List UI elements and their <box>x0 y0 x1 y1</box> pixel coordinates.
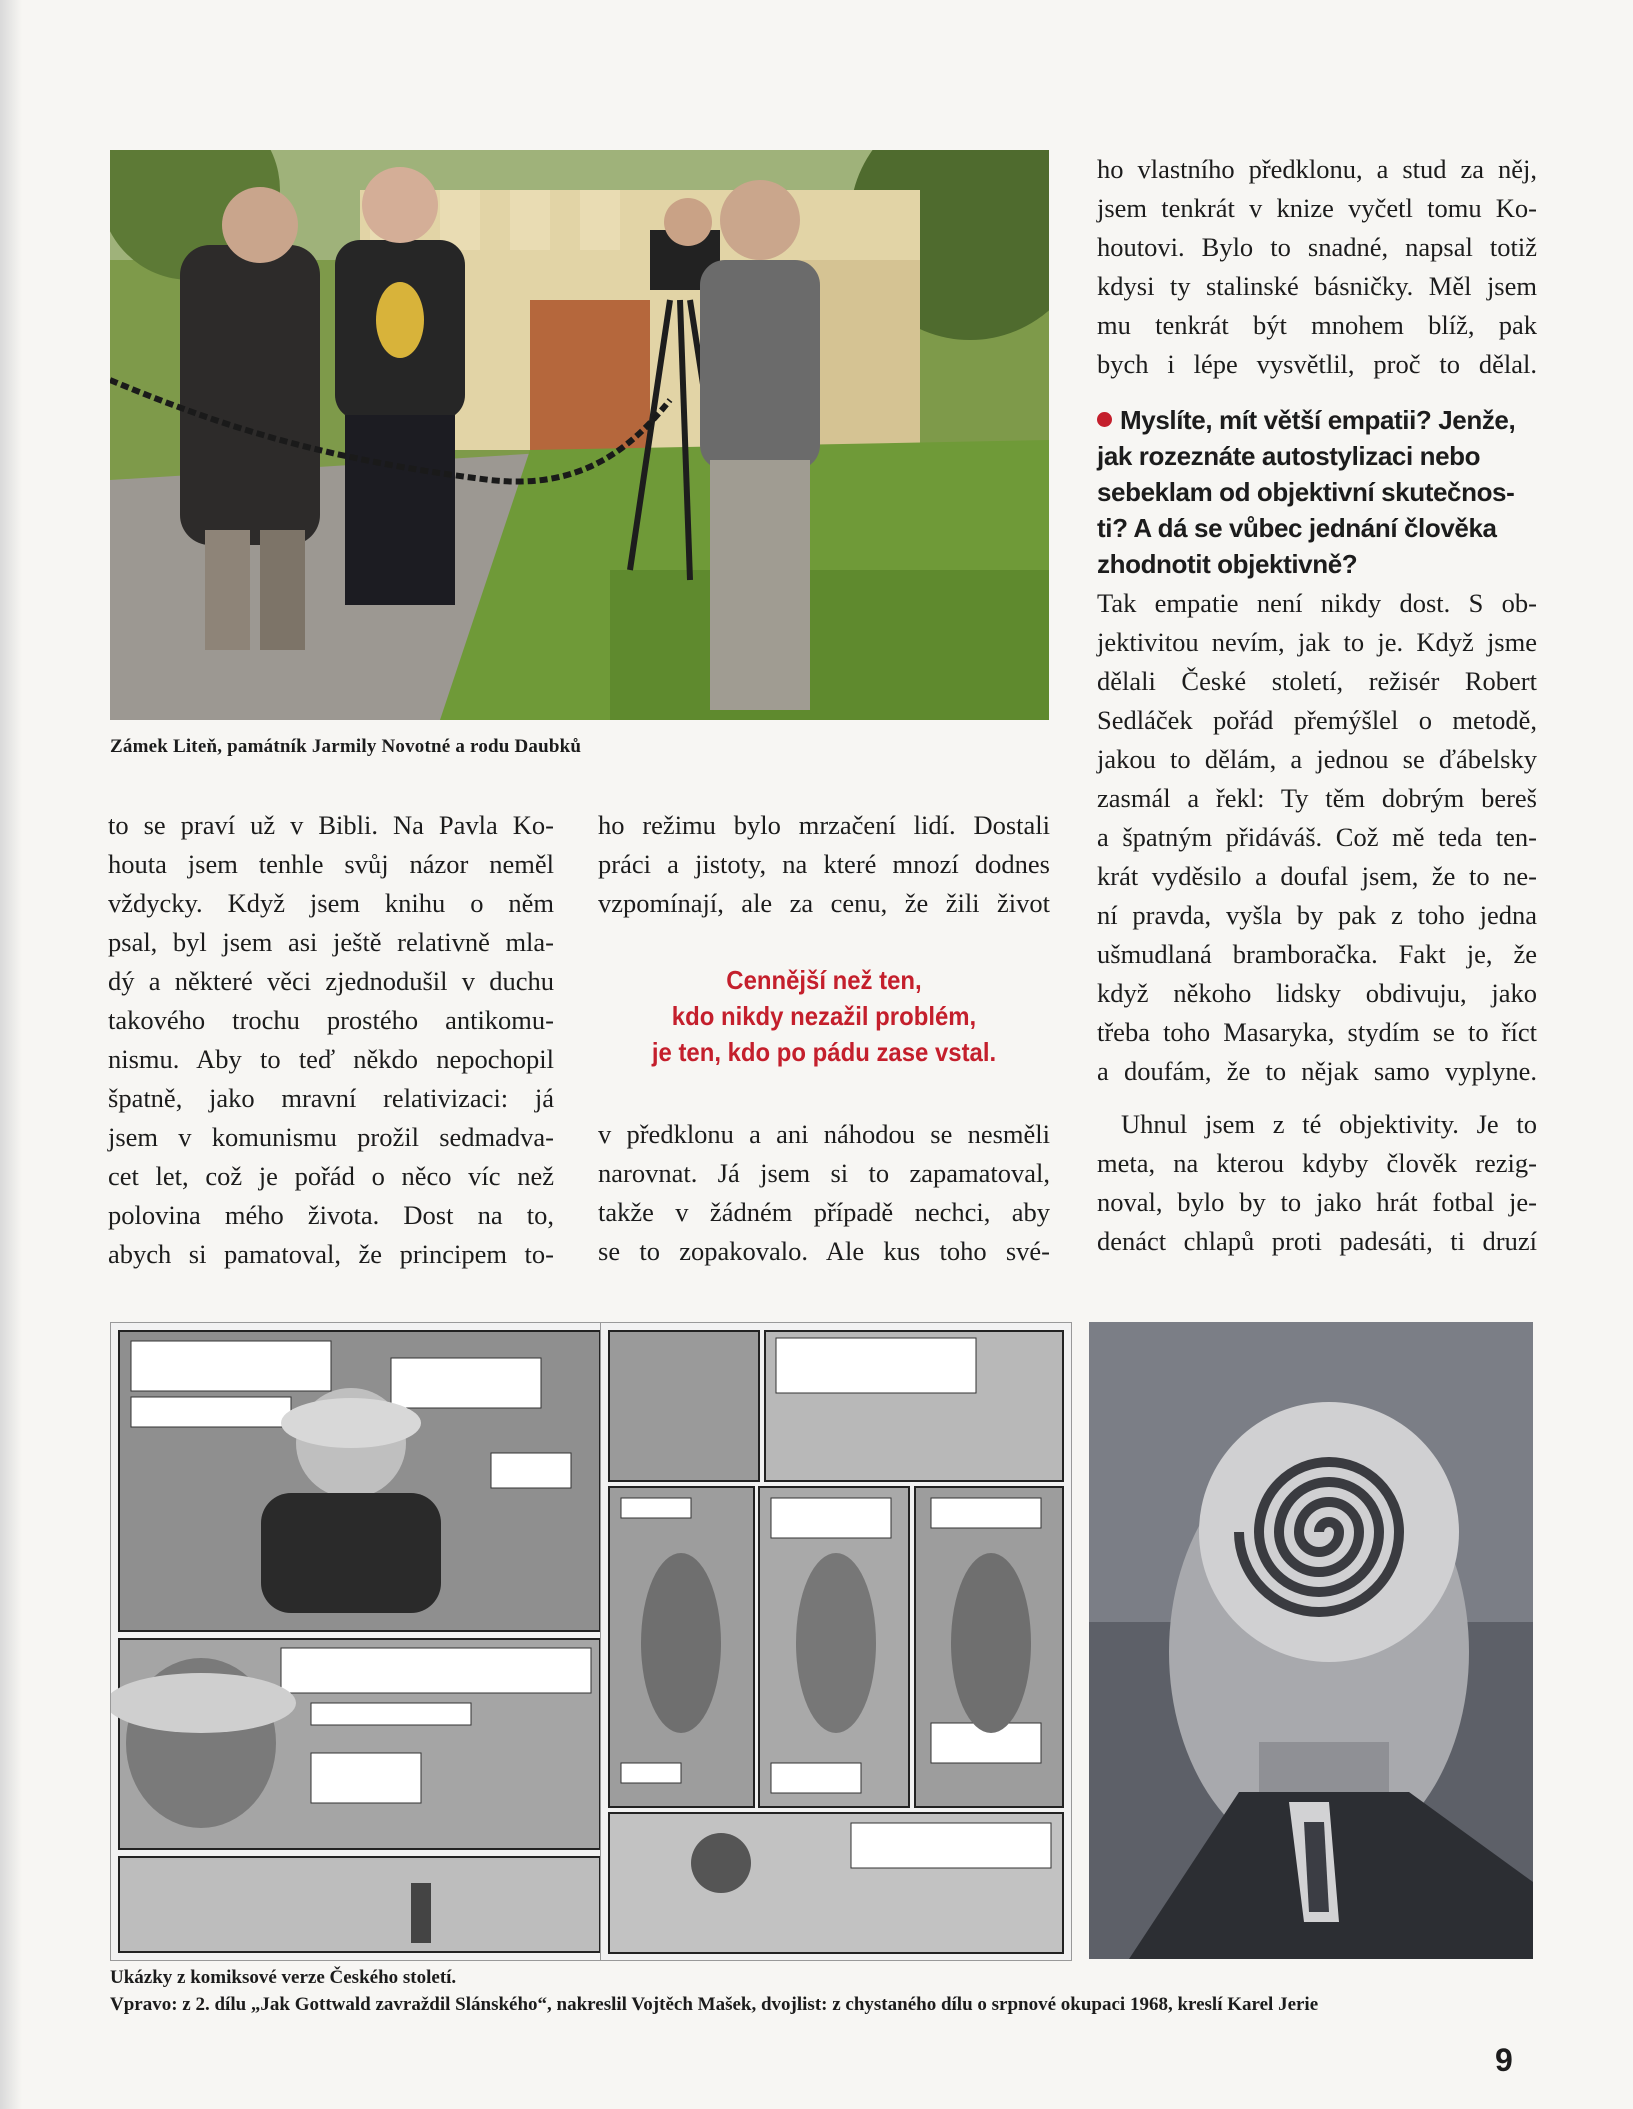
text-line: a špatným přidáváš. Což mě teda ten- <box>1097 822 1537 852</box>
text-line: bych i lépe vysvětlil, proč to dělal. <box>1097 349 1537 379</box>
text-line: kdysi ty stalinské básničky. Měl jsem <box>1097 271 1537 301</box>
text-line: nismu. Aby to teď někdo nepochopil <box>108 1044 554 1074</box>
interview-answer <box>1097 584 1537 1091</box>
text-line: se to zopakovalo. Ale kus toho své- <box>598 1236 1050 1266</box>
comic-caption <box>110 1964 1550 2018</box>
text-line: meta, na kterou kdyby člověk rezig- <box>1097 1148 1537 1178</box>
article-column-middle-top <box>598 806 1050 923</box>
pull-quote-line: Cennější než ten, <box>726 965 922 995</box>
pull-quote-line: kdo nikdy nezažil problém, <box>671 1001 977 1031</box>
text-line: Tak empatie není nikdy dost. S ob- <box>1097 588 1537 618</box>
text-line: jakou to dělám, a jednou se ďábelsky <box>1097 744 1537 774</box>
text-line: jsem tenkrát v knize vyčetl tomu Ko- <box>1097 193 1537 223</box>
comic-page-slansky <box>600 1322 1072 1961</box>
text-line: cet let, což je pořád o něco víc než <box>108 1161 554 1191</box>
text-line: jsem v komunismu prožil sedmadva- <box>108 1122 554 1152</box>
text-line: abych si pamatoval, že principem to- <box>108 1239 554 1269</box>
pull-quote <box>616 962 1032 1070</box>
text-line: ho režimu bylo mrzačení lidí. Dostali <box>598 810 1050 840</box>
article-column-left <box>108 806 554 1274</box>
painting-spiral-head-portrait <box>1089 1322 1533 1959</box>
text-line: špatně, jako mravní relativizaci: já <box>108 1083 554 1113</box>
paragraph <box>1097 1105 1537 1261</box>
pull-quote-line: je ten, kdo po pádu zase vstal. <box>651 1037 997 1067</box>
comic-caption-line2: Vpravo: z 2. dílu „Jak Gottwald zavraždil Slánského“, nakreslil Vojtěch Mašek, dvojlist: z chystaného dílu o srpnové okupaci 1968, kreslí Karel Jerie <box>110 1994 1319 2015</box>
text-line: dělali České století, režisér Robert <box>1097 666 1537 696</box>
question-line: jak rozeznáte autostylizaci nebo <box>1097 441 1481 471</box>
question-line: Myslíte, mít větší empatii? Jenže, <box>1120 405 1516 435</box>
text-line: psal, byl jsem asi ještě relativně mla- <box>108 927 554 957</box>
text-line: Sedláček pořád přemýšlel o metodě, <box>1097 705 1537 735</box>
text-line: vzpomínají, ale za cenu, že žili život <box>598 888 1050 918</box>
text-line: denáct chlapů proti padesáti, ti druzí <box>1097 1226 1537 1256</box>
text-line: mu tenkrát být mnohem blíž, pak <box>1097 310 1537 340</box>
comic-page-gottwald <box>110 1322 609 1961</box>
page-number: 9 <box>1495 2042 1513 2078</box>
article-column-right <box>1097 150 1537 1261</box>
text-line: houtovi. Bylo to snadné, napsal totiž <box>1097 232 1537 262</box>
text-line: v předklonu a ani náhodou se nesměli <box>598 1119 1050 1149</box>
text-line: to se praví už v Bibli. Na Pavla Ko- <box>108 810 554 840</box>
text-line: krát vyděsilo a doufal jsem, že to ne- <box>1097 861 1537 891</box>
photo-caption: Zámek Liteň, památník Jarmily Novotné a rodu Daubků <box>110 736 582 757</box>
text-line: Uhnul jsem z té objektivity. Je to <box>1121 1109 1537 1139</box>
question-line: sebeklam od objektivní skutečnos- <box>1097 477 1515 507</box>
text-line: polovina mého života. Dost na to, <box>108 1200 554 1230</box>
text-line: ho vlastního předklonu, a stud za něj, <box>1097 154 1537 184</box>
page-edge-shadow <box>0 0 22 2109</box>
text-line: takového trochu prostého antikomu- <box>108 1005 554 1035</box>
comic-caption-line1: Ukázky z komiksové verze Českého století. <box>110 1967 457 1988</box>
text-line: když někoho lidsky obdivuju, jako <box>1097 978 1537 1008</box>
question-line: ti? A dá se vůbec jednání člověka <box>1097 513 1497 543</box>
text-line: dý a některé věci zjednodušil v duchu <box>108 966 554 996</box>
text-line: jektivitou nevím, jak to je. Když jsme <box>1097 627 1537 657</box>
interview-question <box>1097 402 1537 582</box>
text-line: noval, bylo by to jako hrát fotbal je- <box>1097 1187 1537 1217</box>
text-line: vždycky. Když jsem knihu o něm <box>108 888 554 918</box>
text-line: třeba toho Masaryka, stydím se to říct <box>1097 1017 1537 1047</box>
text-line: takže v žádném případě nechci, aby <box>598 1197 1050 1227</box>
text-line: ušmudlaná bramboračka. Fakt je, že <box>1097 939 1537 969</box>
text-line: ní pravda, vyšla by pak z toho jedna <box>1097 900 1537 930</box>
question-line: zhodnotit objektivně? <box>1097 549 1358 579</box>
intro-paragraph <box>1097 150 1537 384</box>
red-bullet-icon <box>1097 412 1112 427</box>
article-column-middle-bottom <box>598 1115 1050 1271</box>
text-line: a doufám, že to nějak samo vyplyne. <box>1097 1056 1537 1086</box>
photo-film-crew <box>110 150 1049 720</box>
text-line: práci a jistoty, na které mnozí dodnes <box>598 849 1050 879</box>
text-line: houta jsem tenhle svůj názor neměl <box>108 849 554 879</box>
text-line: zasmál a řekl: Ty těm dobrým bereš <box>1097 783 1537 813</box>
text-line: narovnat. Já jsem si to zapamatoval, <box>598 1158 1050 1188</box>
